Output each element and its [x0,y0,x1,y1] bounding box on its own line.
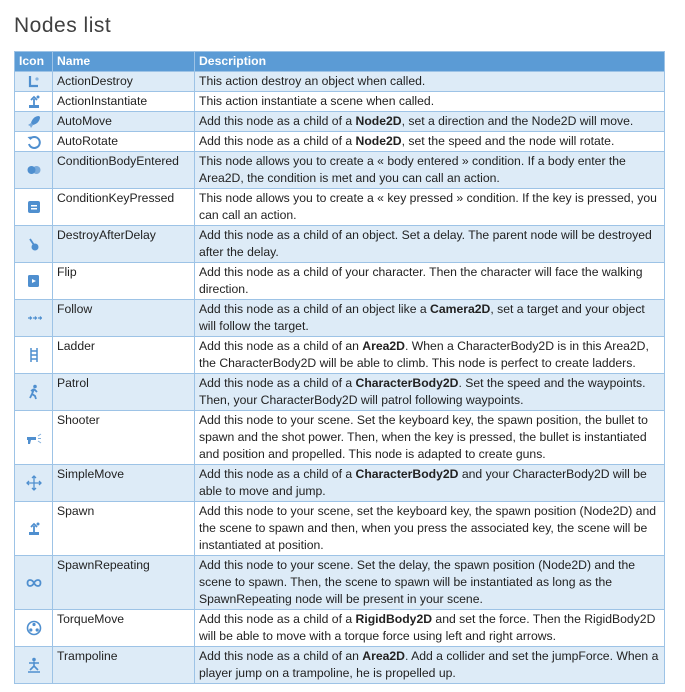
page-title: Nodes list [14,14,112,37]
node-description [195,72,665,92]
description-bold-text: RigidBody2D [355,612,433,626]
node-description [195,647,665,684]
description-text: and your CharacterBody2D will be able to move and jump. [199,467,647,498]
description-text: , set the speed and the node will rotate. [401,134,615,148]
table-row [15,226,665,263]
table-header-row [15,52,665,72]
icon-cell [15,610,53,647]
node-description [195,132,665,152]
description-bold-text: Node2D [355,114,402,128]
description-bold-text: Camera2D [430,302,491,316]
description-text: and set the force. Then the RigidBody2D will be able to move with a torque force using left and right arrows. [199,612,656,643]
table-row [15,152,665,189]
description-text: Add this node to your scene. Set the delay, the spawn position (Node2D) and the scene to spawn. Then, the scene to spawn will be instantiated as long as the SpawnRepeating node will be present in your scene. [199,558,636,606]
action-instantiate-icon [26,94,42,110]
description-bold-text: Area2D [362,339,405,353]
node-name: ActionInstantiate [53,92,195,112]
icon-cell [15,300,53,337]
header-description: Description [195,52,665,72]
torque-move-icon [26,620,42,636]
description-text: Add this node as a child of an object like a [199,302,431,316]
icon-cell [15,112,53,132]
description-bold-text: CharacterBody2D [355,376,459,390]
node-description [195,502,665,556]
table-row [15,132,665,152]
icon-cell [15,72,53,92]
description-text: Add this node to your scene. Set the keyboard key, the spawn position, the bullet to spawn and the shot power. Then, when the key is pressed, the bullet is instantiated and position and propelled. This node is adapted to create guns. [199,413,648,461]
description-text: Add this node as a child of an [199,339,363,353]
header-icon: Icon [15,52,53,72]
node-description [195,152,665,189]
node-name: AutoMove [53,112,195,132]
rocket-icon [26,114,42,130]
description-text: Add this node as a child of a [199,612,356,626]
node-description [195,337,665,374]
node-description [195,374,665,411]
description-text: Add this node as a child of your character. Then the character will face the walking direction. [199,265,643,296]
node-description [195,263,665,300]
description-bold-text: Node2D [355,134,402,148]
node-name: Ladder [53,337,195,374]
key-pressed-icon [26,199,42,215]
icon-cell [15,556,53,610]
node-name: TorqueMove [53,610,195,647]
node-name: Flip [53,263,195,300]
node-name: ConditionKeyPressed [53,189,195,226]
description-text: Add this node as a child of a [199,467,356,481]
table-row [15,337,665,374]
icon-cell [15,263,53,300]
node-name: Patrol [53,374,195,411]
node-name: Trampoline [53,647,195,684]
description-text: . Add a collider and set the jumpForce. When a player jump on a trampoline, he is propelled up. [199,649,659,680]
spawn-repeating-icon [26,575,42,591]
action-destroy-icon [26,74,42,90]
flip-icon [26,273,42,289]
body-entered-icon [26,162,42,178]
description-text: This action destroy an object when called. [199,74,426,88]
trampoline-icon [26,657,42,673]
icon-cell [15,226,53,263]
node-description [195,556,665,610]
description-text: This node allows you to create a « key pressed » condition. If the key is pressed, you can call an action. [199,191,657,222]
icon-cell [15,647,53,684]
table-row [15,411,665,465]
node-name: Spawn [53,502,195,556]
node-description [195,189,665,226]
spawn-icon [26,521,42,537]
node-description [195,92,665,112]
description-text: Add this node as a child of a [199,114,356,128]
description-text: Add this node as a child of an object. Set a delay. The parent node will be destroyed after the delay. [199,228,652,259]
table-row [15,72,665,92]
description-text: , set a direction and the Node2D will move. [401,114,634,128]
rotate-icon [26,134,42,150]
patrol-icon [26,384,42,400]
icon-cell [15,374,53,411]
node-description [195,411,665,465]
table-row [15,647,665,684]
node-description [195,300,665,337]
description-text: . Set the speed and the waypoints. Then, your CharacterBody2D will patrol following waypoints. [199,376,646,407]
destroy-delay-icon [26,236,42,252]
node-name: SpawnRepeating [53,556,195,610]
icon-cell [15,92,53,112]
node-name: Shooter [53,411,195,465]
description-bold-text: Area2D [362,649,405,663]
node-description [195,610,665,647]
node-description [195,465,665,502]
description-bold-text: CharacterBody2D [355,467,459,481]
description-text: This action instantiate a scene when called. [199,94,435,108]
node-description [195,112,665,132]
icon-cell [15,465,53,502]
icon-cell [15,502,53,556]
table-row [15,502,665,556]
description-text: Add this node to your scene, set the keyboard key, the spawn position (Node2D) and the scene to spawn and then, when you press the associated key, the scene will be instantiated at position. [199,504,657,552]
table-row [15,112,665,132]
table-row [15,300,665,337]
ladder-icon [26,347,42,363]
description-text: , set a target and your object will follow the target. [199,302,645,333]
description-text: Add this node as a child of a [199,376,356,390]
table-row [15,263,665,300]
header-name: Name [53,52,195,72]
node-name: Follow [53,300,195,337]
node-name: AutoRotate [53,132,195,152]
table-row [15,189,665,226]
table-row [15,374,665,411]
nodes-table [14,51,665,684]
description-text: Add this node as a child of a [199,134,356,148]
follow-icon [26,310,42,326]
icon-cell [15,152,53,189]
node-name: SimpleMove [53,465,195,502]
node-description [195,226,665,263]
description-text: This node allows you to create a « body entered » condition. If a body enter the Area2D, the condition is met and you can call an action. [199,154,626,185]
table-row [15,92,665,112]
description-text: . When a CharacterBody2D is in this Area2D, the CharacterBody2D will be able to climb. This node is perfect to create ladders. [199,339,649,370]
icon-cell [15,337,53,374]
table-row [15,610,665,647]
node-name: DestroyAfterDelay [53,226,195,263]
icon-cell [15,132,53,152]
shooter-icon [26,430,42,446]
node-name: ActionDestroy [53,72,195,92]
description-text: Add this node as a child of an [199,649,363,663]
simple-move-icon [26,475,42,491]
node-name: ConditionBodyEntered [53,152,195,189]
table-row [15,465,665,502]
table-row [15,556,665,610]
icon-cell [15,411,53,465]
icon-cell [15,189,53,226]
